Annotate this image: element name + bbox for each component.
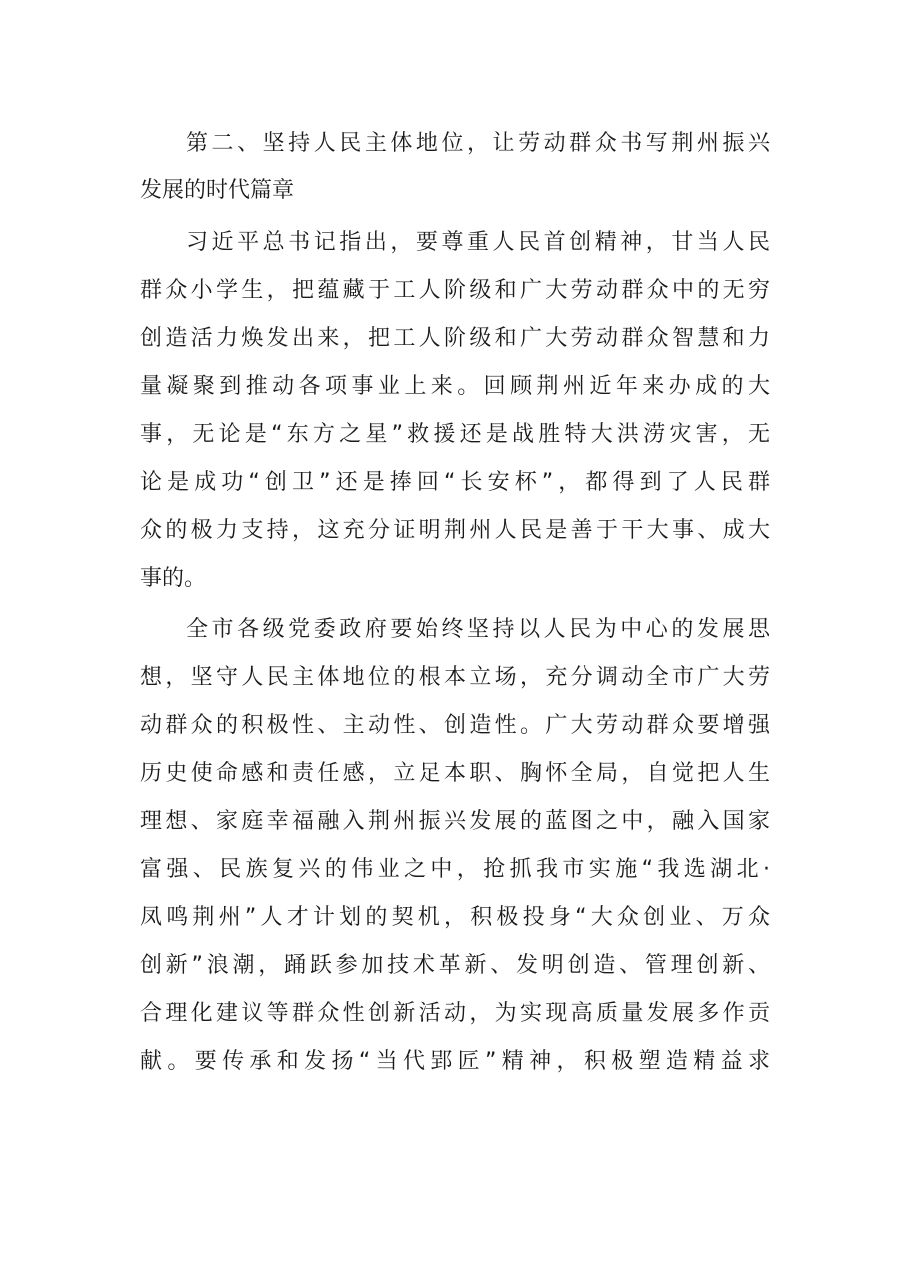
paragraph-line: 创造活力焕发出来，把工人阶级和广大劳动群众智慧和力 [140,326,770,351]
paragraph-line: 合理化建议等群众性创新活动，为实现高质量发展多作贡 [140,1001,770,1026]
paragraph-line: 群众小学生，把蕴藏于工人阶级和广大劳动群众中的无穷 [140,278,770,303]
paragraph-line: 量凝聚到推动各项事业上来。回顾荆州近年来办成的大 [140,374,770,399]
paragraph-line: 动群众的积极性、主动性、创造性。广大劳动群众要增强 [140,713,770,738]
paragraph-line: 献。要传承和发扬“当代郢匠”精神，积极塑造精益求 [140,1049,770,1074]
paragraph-line: 富强、民族复兴的伟业之中，抢抓我市实施“我选湖北· [140,857,770,882]
paragraph-line: 全市各级党委政府要始终坚持以人民为中心的发展思 [186,617,770,642]
paragraph-line: 历史使命感和责任感，立足本职、胸怀全局，自觉把人生 [140,761,770,786]
paragraph-line: 创新”浪潮，踊跃参加技术革新、发明创造、管理创新、 [140,953,770,978]
paragraph-line: 习近平总书记指出，要尊重人民首创精神，甘当人民 [186,230,770,255]
paragraph-line: 众的极力支持，这充分证明荆州人民是善于干大事、成大 [140,518,770,543]
paragraph-line: 事，无论是“东方之星”救援还是战胜特大洪涝灾害，无 [140,422,770,447]
paragraph-line: 事的。 [140,566,207,591]
paragraph-line: 论是成功“创卫”还是捧回“长安杯”，都得到了人民群 [140,470,770,495]
heading-line: 发展的时代篇章 [140,178,295,203]
paragraph-line: 想，坚守人民主体地位的根本立场，充分调动全市广大劳 [140,665,770,690]
paragraph-line: 理想、家庭幸福融入荆州振兴发展的蓝图之中，融入国家 [140,809,770,834]
heading-line: 第二、坚持人民主体地位，让劳动群众书写荆州振兴 [186,131,770,156]
paragraph-line: 凤鸣荆州”人才计划的契机，积极投身“大众创业、万众 [140,905,770,930]
